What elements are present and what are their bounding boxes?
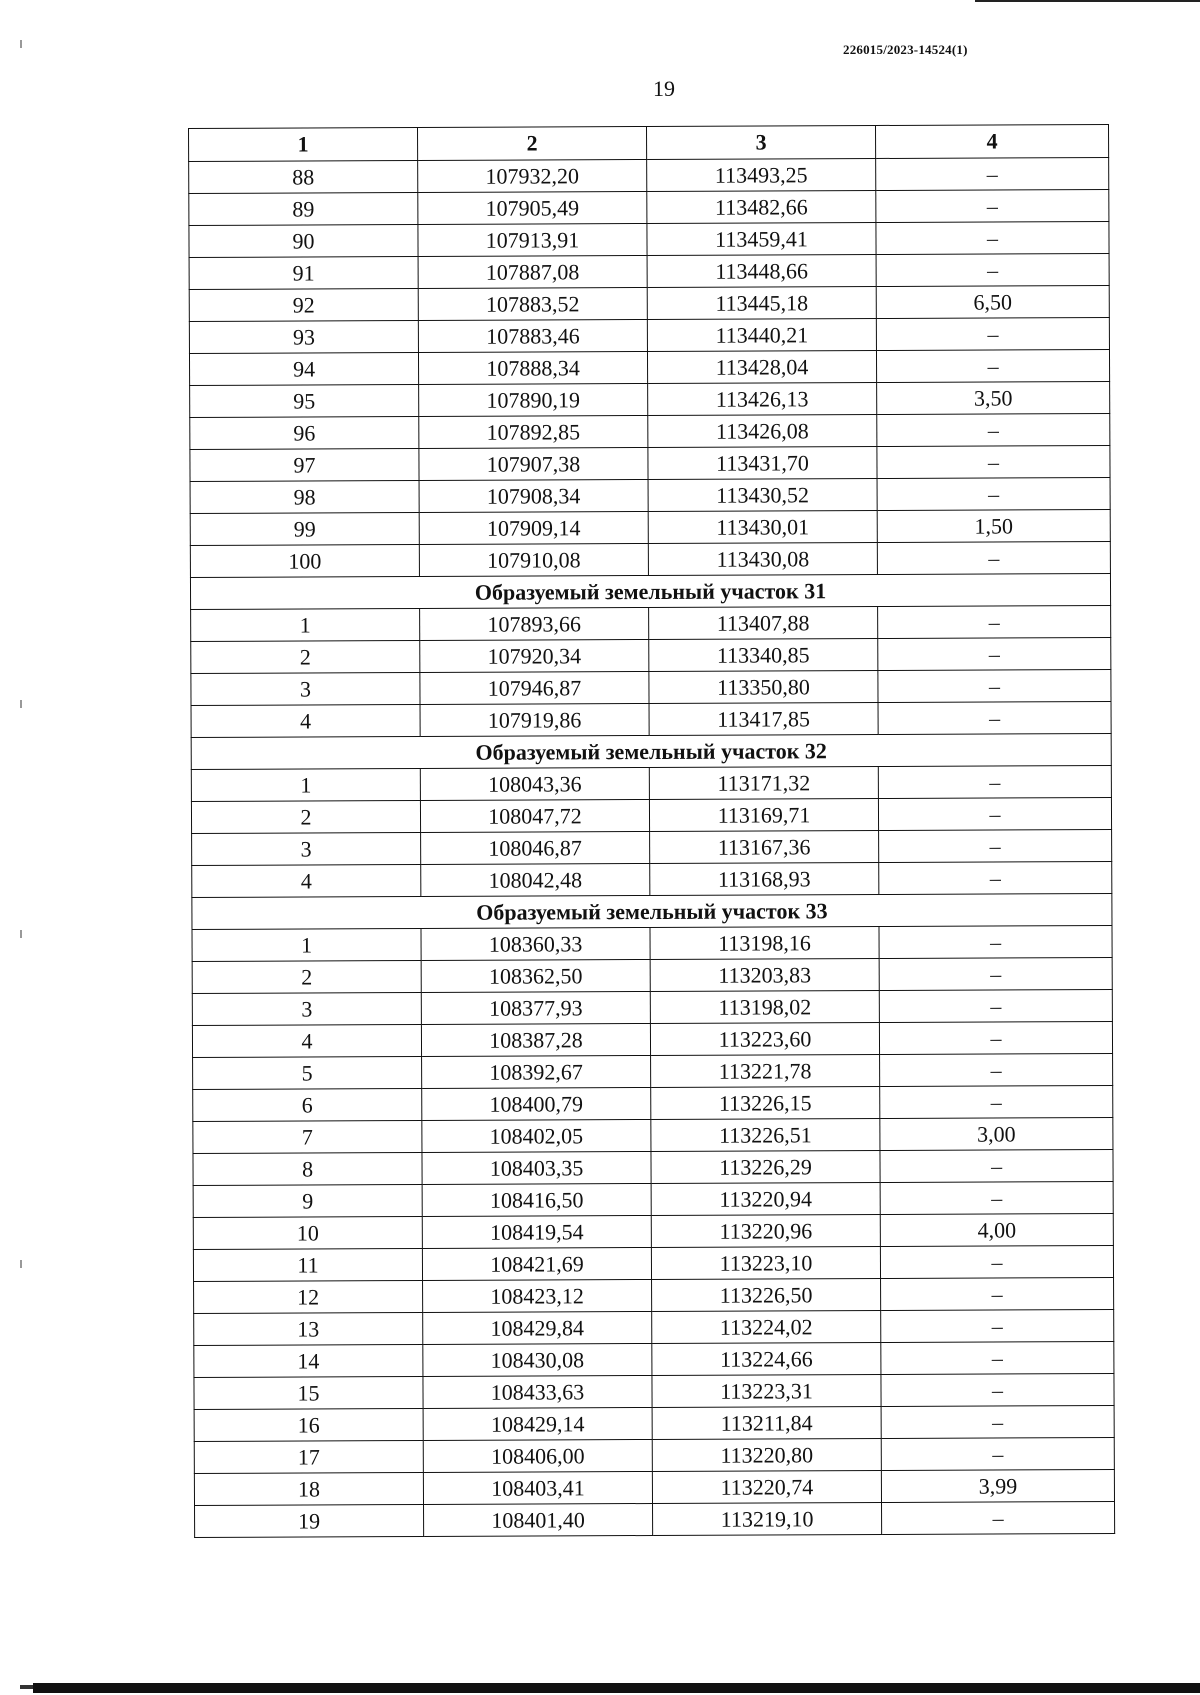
cell-col-1: 18 [194, 1472, 423, 1505]
cell-col-1: 10 [193, 1216, 422, 1249]
cell-col-1: 1 [191, 768, 420, 801]
cell-col-2: 108403,41 [423, 1471, 652, 1504]
cell-col-1: 2 [191, 640, 420, 673]
cell-col-2: 107892,85 [419, 415, 648, 448]
section-title: Образуемый земельный участок 33 [192, 893, 1112, 929]
scan-speck [20, 1260, 22, 1268]
table-row [194, 1277, 1114, 1313]
cell-col-4: – [881, 1437, 1114, 1470]
scan-bottom-bar [33, 1683, 1200, 1693]
cell-col-3: 113167,36 [650, 830, 879, 863]
cell-col-1: 93 [189, 320, 418, 353]
cell-col-2: 107888,34 [418, 351, 647, 384]
cell-col-4: – [876, 157, 1109, 190]
table-row [189, 349, 1109, 385]
table-row [191, 797, 1111, 833]
cell-col-1: 96 [190, 416, 419, 449]
table-row [191, 701, 1111, 737]
coordinates-table [188, 124, 1115, 1538]
cell-col-3: 113224,66 [652, 1342, 881, 1375]
table-row [192, 989, 1112, 1025]
cell-col-4: – [881, 1405, 1114, 1438]
cell-col-4: – [876, 189, 1109, 222]
cell-col-1: 13 [194, 1312, 423, 1345]
table-row [194, 1373, 1114, 1409]
table-row [189, 317, 1109, 353]
table-row [190, 541, 1110, 577]
cell-col-3: 113493,25 [647, 158, 876, 191]
cell-col-4: – [876, 253, 1109, 286]
cell-col-4: – [879, 1021, 1112, 1054]
cell-col-4: – [876, 349, 1109, 382]
cell-col-2: 108360,33 [421, 927, 650, 960]
cell-col-1: 2 [192, 960, 421, 993]
cell-col-2: 107932,20 [418, 159, 647, 192]
table-row [192, 1021, 1112, 1057]
cell-col-2: 107907,38 [419, 447, 648, 480]
section-header-row [190, 573, 1110, 609]
cell-col-3: 113168,93 [650, 862, 879, 895]
table-row [190, 477, 1110, 513]
cell-col-3: 113445,18 [647, 286, 876, 319]
table-row [193, 1245, 1113, 1281]
cell-col-3: 113219,10 [653, 1502, 882, 1535]
cell-col-3: 113430,01 [648, 510, 877, 543]
table-row [190, 413, 1110, 449]
cell-col-4: – [881, 1341, 1114, 1374]
document-id: 226015/2023-14524(1) [843, 42, 968, 57]
table-row [189, 189, 1109, 225]
cell-col-2: 108400,79 [422, 1087, 651, 1120]
cell-col-4: – [878, 797, 1111, 830]
cell-col-1: 4 [192, 864, 421, 897]
table-row [191, 765, 1111, 801]
section-title: Образуемый земельный участок 32 [191, 733, 1111, 769]
cell-col-4: 3,99 [881, 1469, 1114, 1502]
cell-col-1: 97 [190, 448, 419, 481]
cell-col-4: – [879, 989, 1112, 1022]
cell-col-2: 108043,36 [420, 767, 649, 800]
scan-speck [20, 40, 22, 48]
cell-col-3: 113220,94 [651, 1182, 880, 1215]
cell-col-3: 113220,96 [651, 1214, 880, 1247]
cell-col-2: 108423,12 [423, 1279, 652, 1312]
cell-col-1: 100 [190, 544, 419, 577]
table-row [193, 1181, 1113, 1217]
cell-col-3: 113198,16 [650, 926, 879, 959]
table-row [194, 1309, 1114, 1345]
header-col-1: 1 [189, 127, 418, 161]
cell-col-4: – [880, 1149, 1113, 1182]
cell-col-1: 99 [190, 512, 419, 545]
cell-col-2: 108042,48 [421, 863, 650, 896]
cell-col-3: 113428,04 [647, 350, 876, 383]
cell-col-2: 108046,87 [421, 831, 650, 864]
cell-col-2: 107887,08 [418, 255, 647, 288]
cell-col-3: 113448,66 [647, 254, 876, 287]
cell-col-2: 107893,66 [420, 607, 649, 640]
cell-col-3: 113203,83 [650, 958, 879, 991]
cell-col-3: 113221,78 [651, 1054, 880, 1087]
cell-col-2: 108401,40 [424, 1503, 653, 1536]
cell-col-1: 7 [193, 1120, 422, 1153]
cell-col-3: 113430,08 [648, 542, 877, 575]
table-row [193, 1117, 1113, 1153]
cell-col-4: – [879, 829, 1112, 862]
cell-col-1: 5 [193, 1056, 422, 1089]
section-header-row [192, 893, 1112, 929]
cell-col-2: 108429,84 [423, 1311, 652, 1344]
table-row [195, 1501, 1115, 1537]
cell-col-1: 3 [191, 672, 420, 705]
cell-col-4: 6,50 [876, 285, 1109, 318]
cell-col-3: 113220,74 [652, 1470, 881, 1503]
table-row [193, 1149, 1113, 1185]
cell-col-4: 4,00 [880, 1213, 1113, 1246]
cell-col-2: 108362,50 [421, 959, 650, 992]
cell-col-2: 107919,86 [420, 703, 649, 736]
cell-col-4: – [879, 925, 1112, 958]
section-header-row [191, 733, 1111, 769]
cell-col-2: 108419,54 [422, 1215, 651, 1248]
cell-col-4: – [879, 957, 1112, 990]
table-row [189, 285, 1109, 321]
cell-col-1: 90 [189, 224, 418, 257]
table-header-row [189, 124, 1109, 161]
table-row [194, 1405, 1114, 1441]
cell-col-4: – [878, 605, 1111, 638]
table-row [194, 1469, 1114, 1505]
cell-col-1: 91 [189, 256, 418, 289]
cell-col-4: – [880, 1085, 1113, 1118]
table-row [192, 925, 1112, 961]
cell-col-3: 113417,85 [649, 702, 878, 735]
cell-col-4: – [877, 413, 1110, 446]
cell-col-1: 6 [193, 1088, 422, 1121]
cell-col-1: 3 [192, 832, 421, 865]
table-row [192, 829, 1112, 865]
cell-col-4: – [878, 701, 1111, 734]
cell-col-4: 3,50 [877, 381, 1110, 414]
header-col-4: 4 [875, 124, 1108, 158]
cell-col-2: 108392,67 [422, 1055, 651, 1088]
cell-col-3: 113459,41 [647, 222, 876, 255]
cell-col-2: 107890,19 [419, 383, 648, 416]
cell-col-1: 9 [193, 1184, 422, 1217]
table-row [189, 253, 1109, 289]
cell-col-4: – [876, 317, 1109, 350]
cell-col-4: – [877, 541, 1110, 574]
cell-col-4: – [876, 221, 1109, 254]
cell-col-1: 1 [191, 608, 420, 641]
cell-col-2: 108430,08 [423, 1343, 652, 1376]
table-body [189, 157, 1115, 1537]
cell-col-3: 113430,52 [648, 478, 877, 511]
cell-col-4: – [878, 669, 1111, 702]
table-row [190, 381, 1110, 417]
cell-col-1: 2 [191, 800, 420, 833]
scan-speck [20, 700, 22, 708]
table-row [193, 1085, 1113, 1121]
table-row [190, 509, 1110, 545]
cell-col-3: 113220,80 [652, 1438, 881, 1471]
cell-col-3: 113226,29 [651, 1150, 880, 1183]
cell-col-3: 113482,66 [647, 190, 876, 223]
cell-col-3: 113211,84 [652, 1406, 881, 1439]
cell-col-1: 4 [192, 1024, 421, 1057]
cell-col-4: – [877, 445, 1110, 478]
table-row [191, 605, 1111, 641]
cell-col-1: 94 [189, 352, 418, 385]
cell-col-1: 17 [194, 1440, 423, 1473]
cell-col-4: – [879, 861, 1112, 894]
cell-col-4: 1,50 [877, 509, 1110, 542]
cell-col-1: 3 [192, 992, 421, 1025]
scan-speck [20, 930, 22, 938]
table-row [190, 445, 1110, 481]
cell-col-2: 107913,91 [418, 223, 647, 256]
cell-col-1: 1 [192, 928, 421, 961]
cell-col-2: 107910,08 [419, 543, 648, 576]
cell-col-1: 14 [194, 1344, 423, 1377]
cell-col-1: 98 [190, 480, 419, 513]
page-number: 19 [653, 76, 675, 101]
cell-col-4: – [880, 1181, 1113, 1214]
section-title: Образуемый земельный участок 31 [190, 573, 1110, 609]
cell-col-1: 4 [191, 704, 420, 737]
scan-top-rule [975, 0, 1200, 2]
cell-col-3: 113223,31 [652, 1374, 881, 1407]
cell-col-2: 108429,14 [423, 1407, 652, 1440]
cell-col-4: – [880, 1053, 1113, 1086]
header-col-3: 3 [646, 126, 875, 160]
cell-col-3: 113431,70 [648, 446, 877, 479]
table-row [192, 957, 1112, 993]
table-row [193, 1053, 1113, 1089]
cell-col-1: 8 [193, 1152, 422, 1185]
table-row [192, 861, 1112, 897]
cell-col-2: 108047,72 [420, 799, 649, 832]
cell-col-1: 11 [193, 1248, 422, 1281]
table-row [193, 1213, 1113, 1249]
table-row [189, 157, 1109, 193]
cell-col-2: 108403,35 [422, 1151, 651, 1184]
cell-col-4: – [881, 1309, 1114, 1342]
cell-col-1: 95 [190, 384, 419, 417]
cell-col-1: 16 [194, 1408, 423, 1441]
cell-col-3: 113350,80 [649, 670, 878, 703]
cell-col-4: – [878, 637, 1111, 670]
cell-col-1: 92 [189, 288, 418, 321]
header-col-2: 2 [418, 126, 647, 160]
cell-col-1: 19 [195, 1504, 424, 1537]
cell-col-1: 12 [194, 1280, 423, 1313]
cell-col-2: 108406,00 [423, 1439, 652, 1472]
cell-col-3: 113340,85 [649, 638, 878, 671]
cell-col-3: 113440,21 [647, 318, 876, 351]
cell-col-2: 108377,93 [421, 991, 650, 1024]
cell-col-2: 108387,28 [421, 1023, 650, 1056]
table-row [189, 221, 1109, 257]
cell-col-2: 107909,14 [419, 511, 648, 544]
cell-col-3: 113198,02 [650, 990, 879, 1023]
cell-col-4: – [881, 1373, 1114, 1406]
cell-col-2: 108402,05 [422, 1119, 651, 1152]
cell-col-3: 113426,08 [648, 414, 877, 447]
cell-col-3: 113223,60 [650, 1022, 879, 1055]
table-row [191, 669, 1111, 705]
cell-col-2: 107905,49 [418, 191, 647, 224]
cell-col-3: 113223,10 [651, 1246, 880, 1279]
cell-col-2: 108421,69 [422, 1247, 651, 1280]
cell-col-1: 89 [189, 192, 418, 225]
cell-col-4: – [877, 477, 1110, 510]
cell-col-2: 108433,63 [423, 1375, 652, 1408]
cell-col-4: – [881, 1277, 1114, 1310]
cell-col-4: – [882, 1501, 1115, 1534]
cell-col-4: – [878, 765, 1111, 798]
cell-col-3: 113407,88 [649, 606, 878, 639]
cell-col-3: 113171,32 [649, 766, 878, 799]
cell-col-3: 113226,15 [651, 1086, 880, 1119]
cell-col-2: 107920,34 [420, 639, 649, 672]
cell-col-2: 108416,50 [422, 1183, 651, 1216]
cell-col-2: 107883,46 [418, 319, 647, 352]
cell-col-3: 113226,50 [652, 1278, 881, 1311]
cell-col-4: 3,00 [880, 1117, 1113, 1150]
cell-col-1: 15 [194, 1376, 423, 1409]
cell-col-4: – [880, 1245, 1113, 1278]
table-row [194, 1437, 1114, 1473]
cell-col-3: 113226,51 [651, 1118, 880, 1151]
cell-col-2: 107883,52 [418, 287, 647, 320]
cell-col-2: 107908,34 [419, 479, 648, 512]
cell-col-3: 113426,13 [648, 382, 877, 415]
cell-col-1: 88 [189, 160, 418, 193]
table-row [194, 1341, 1114, 1377]
table-row [191, 637, 1111, 673]
cell-col-3: 113169,71 [649, 798, 878, 831]
cell-col-2: 107946,87 [420, 671, 649, 704]
cell-col-3: 113224,02 [652, 1310, 881, 1343]
